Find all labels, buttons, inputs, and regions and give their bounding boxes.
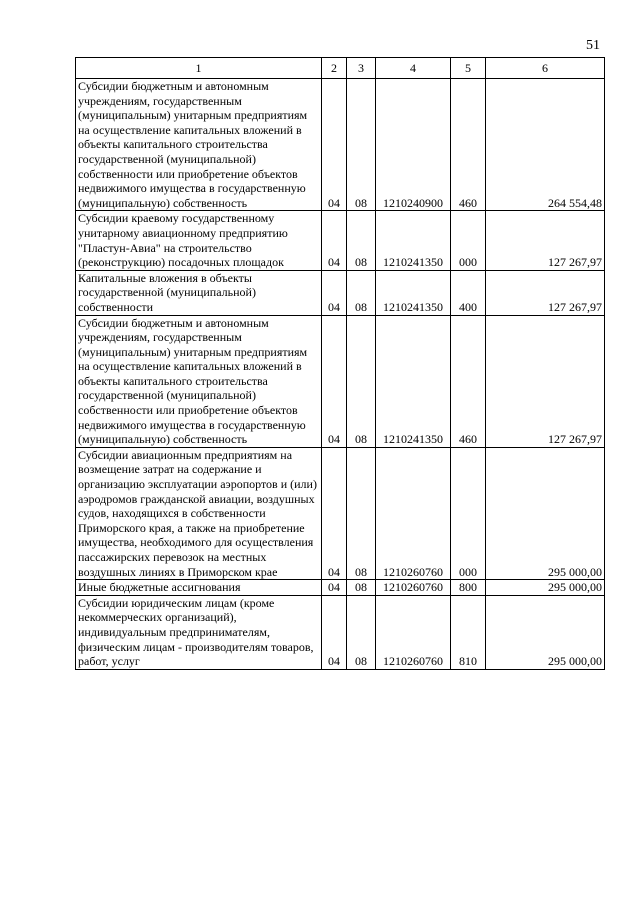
header-cell-1: 1 (76, 58, 322, 79)
row-rz: 04 (322, 211, 347, 270)
row-name: Субсидии бюджетным и автономным учреждениям, государственным (муниципальным) унитарным предприятиям на осуществление капитальных вложений в объекты капитального строительства государственной (муниципальной) собственности или приобретение объектов недвижимого имущества в государственную (муниципальную) собственность (76, 79, 322, 211)
row-vr: 000 (451, 211, 486, 270)
row-name: Субсидии краевому государственному унитарному авиационному предприятию "Пластун-Авиа" на строительство (реконструкцию) посадочных площадок (76, 211, 322, 270)
row-vr: 800 (451, 580, 486, 596)
row-csr: 1210240900 (376, 79, 451, 211)
row-rz: 04 (322, 595, 347, 669)
row-csr: 1210241350 (376, 211, 451, 270)
row-csr: 1210241350 (376, 270, 451, 315)
table-row (76, 79, 605, 211)
row-name: Субсидии авиационным предприятиям на возмещение затрат на содержание и организацию эксплуатации аэропортов и (или) аэродромов гражданской авиации, воздушных судов, находящихся в собственности Приморского края, а также на приобретение имущества, необходимого для осуществления пассажирских перевозок на местных воздушных линиях в Приморском крае (76, 447, 322, 579)
row-rz: 04 (322, 270, 347, 315)
header-cell-3: 3 (347, 58, 376, 79)
row-name: Субсидии бюджетным и автономным учреждениям, государственным (муниципальным) унитарным предприятиям на осуществление капитальных вложений в объекты капитального строительства государственной (муниципальной) собственности или приобретение объектов недвижимого имущества в государственную (муниципальную) собственность (76, 315, 322, 447)
table-row (76, 211, 605, 270)
budget-table (75, 57, 605, 670)
row-rz: 04 (322, 79, 347, 211)
header-cell-6: 6 (486, 58, 605, 79)
row-name: Субсидии юридическим лицам (кроме некоммерческих организаций), индивидуальным предпринимателям, физическим лицам - производителям товаров, работ, услуг (76, 595, 322, 669)
row-amount: 127 267,97 (486, 270, 605, 315)
table-row (76, 447, 605, 579)
row-amount: 295 000,00 (486, 595, 605, 669)
row-vr: 810 (451, 595, 486, 669)
row-amount: 264 554,48 (486, 79, 605, 211)
row-pr: 08 (347, 211, 376, 270)
header-row (76, 58, 605, 79)
table-body (76, 79, 605, 670)
row-csr: 1210260760 (376, 447, 451, 579)
row-rz: 04 (322, 315, 347, 447)
table-header (76, 58, 605, 79)
row-pr: 08 (347, 595, 376, 669)
row-csr: 1210260760 (376, 580, 451, 596)
row-amount: 295 000,00 (486, 447, 605, 579)
row-name: Капитальные вложения в объекты государственной (муниципальной) собственности (76, 270, 322, 315)
table-row (76, 270, 605, 315)
row-pr: 08 (347, 447, 376, 579)
table-row (76, 315, 605, 447)
page-number: 51 (586, 38, 600, 53)
row-amount: 127 267,97 (486, 315, 605, 447)
header-cell-2: 2 (322, 58, 347, 79)
row-amount: 295 000,00 (486, 580, 605, 596)
row-csr: 1210241350 (376, 315, 451, 447)
header-cell-5: 5 (451, 58, 486, 79)
row-rz: 04 (322, 580, 347, 596)
row-pr: 08 (347, 79, 376, 211)
row-vr: 000 (451, 447, 486, 579)
row-rz: 04 (322, 447, 347, 579)
row-vr: 460 (451, 79, 486, 211)
row-amount: 127 267,97 (486, 211, 605, 270)
header-cell-4: 4 (376, 58, 451, 79)
row-csr: 1210260760 (376, 595, 451, 669)
row-vr: 460 (451, 315, 486, 447)
row-pr: 08 (347, 315, 376, 447)
row-vr: 400 (451, 270, 486, 315)
row-name: Иные бюджетные ассигнования (76, 580, 322, 596)
table-row (76, 580, 605, 596)
row-pr: 08 (347, 270, 376, 315)
table-row (76, 595, 605, 669)
row-pr: 08 (347, 580, 376, 596)
